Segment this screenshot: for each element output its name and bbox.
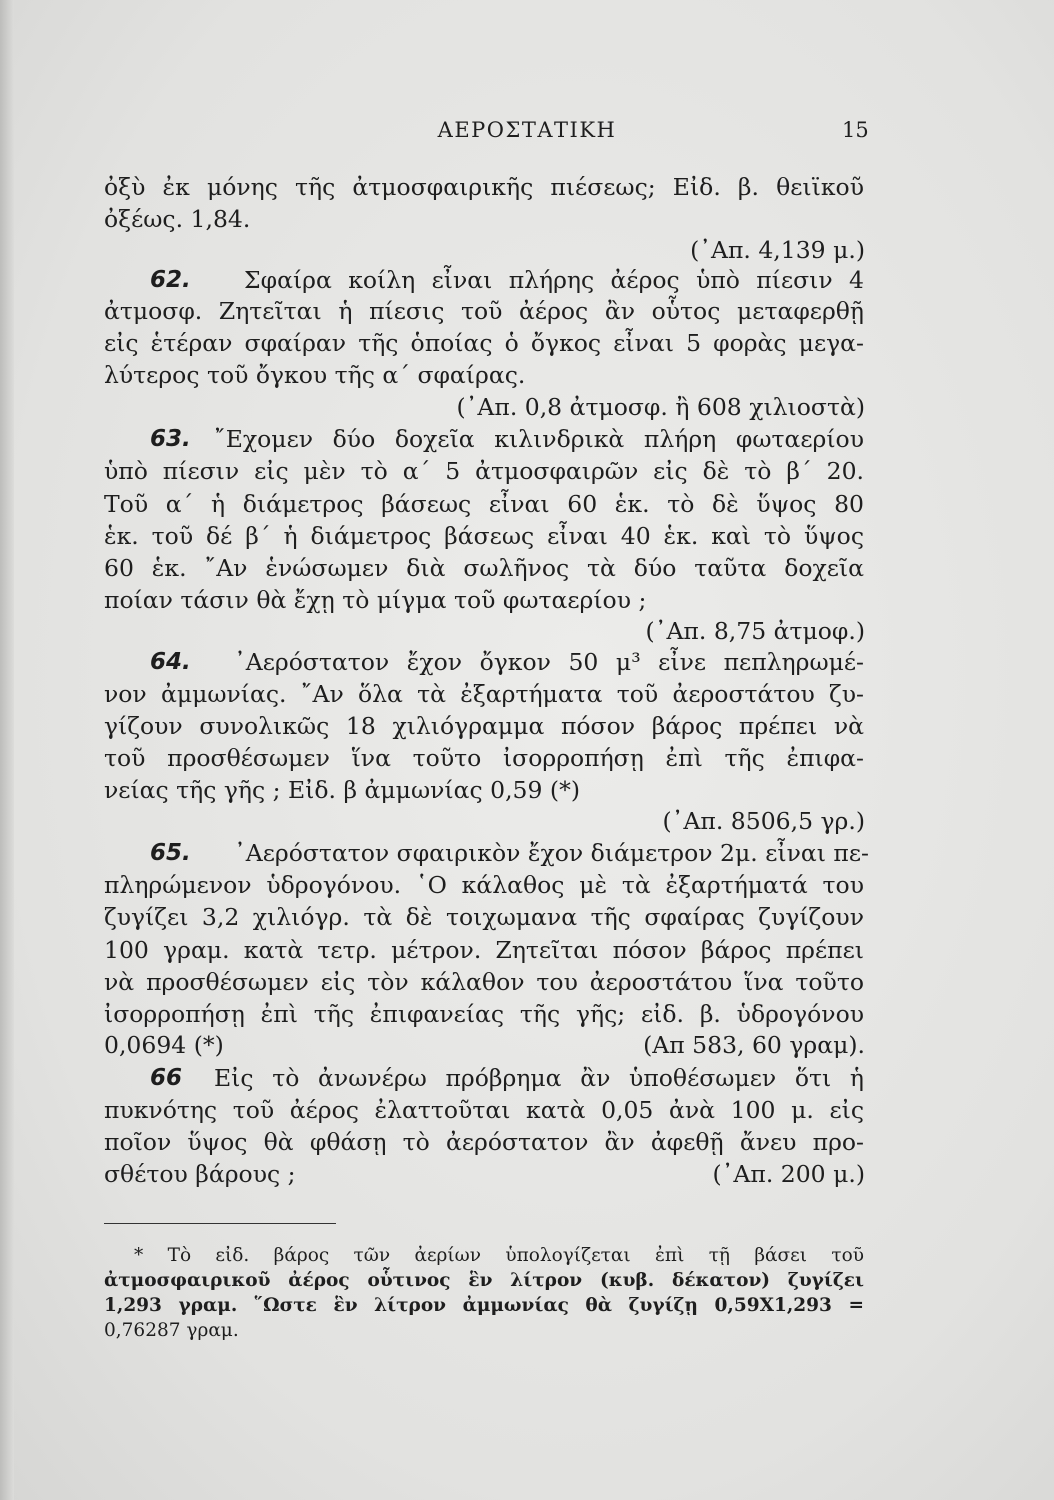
text-line: ᾿Αερόστατον ἔχον ὄγκον 50 μ³ εἶνε πεπληρωμέ- <box>234 648 864 676</box>
text-line: ἰσορροπήσῃ ἐπὶ τῆς ἐπιφανείας τῆς γῆς; εἰδ. β. ὑδρογόνου <box>104 1000 864 1028</box>
text-line: ποῖον ὕψος θὰ φθάσῃ τὸ ἀερόστατον ἂν ἀφεθῇ ἄνευ προ- <box>104 1128 864 1156</box>
problem-number-63: 63. <box>150 426 191 452</box>
text-line: τοῦ προσθέσωμεν ἵνα τοῦτο ἰσορροπήσῃ ἐπὶ τῆς ἐπιφα- <box>104 744 864 772</box>
text-line: πληρώμενον ὑδρογόνου. ῾Ο κάλαθος μὲ τὰ ἐξαρτήματά του <box>104 871 864 899</box>
answer-62b: (᾿Απ. 0,8 ἀτμοσφ. ἢ 608 χιλιοστὰ) <box>456 393 865 421</box>
answer-62: (᾿Απ. 4,139 μ.) <box>690 236 865 264</box>
footnote-line: ἀτμοσφαιρικοῦ ἀέρος οὗτινος ἓν λίτρον (κυβ. δέκατον) ζυγίζει <box>104 1270 864 1291</box>
footnote-line: 1,293 γραμ. ῞Ωστε ἓν λίτρον ἀμμωνίας θὰ ζυγίζῃ 0,59X1,293 = <box>104 1295 864 1316</box>
problem-number-64: 64. <box>150 649 191 675</box>
problem-number-65: 65. <box>150 840 191 866</box>
footnote-line: 0,76287 γραμ. <box>104 1320 239 1341</box>
answer-63: (᾿Απ. 8,75 ἀτμοφ.) <box>645 617 865 645</box>
text-line: Εἰς τὸ ἀνωνέρω πρόβρημα ἂν ὑποθέσωμεν ὅτι ἡ <box>214 1064 864 1092</box>
running-header-title: ΑΕΡΟΣΤΑΤΙΚΗ <box>437 118 617 142</box>
answer-65: (Απ 583, 60 γραμ). <box>643 1031 865 1059</box>
problem-number-66: 66 <box>150 1065 183 1091</box>
text-line: 100 γραμ. κατὰ τετρ. μέτρον. Ζητεῖται πόσον βάρος πρέπει <box>104 936 864 964</box>
text-line: νὰ προσθέσωμεν εἰς τὸν κάλαθον του ἀεροστάτου ἵνα τοῦτο <box>104 968 864 996</box>
text-line: λύτερος τοῦ ὄγκου τῆς α΄ σφαίρας. <box>104 361 526 389</box>
text-line: γίζουν συνολικῶς 18 χιλιόγραμμα πόσον βάρος πρέπει νὰ <box>104 712 864 740</box>
page-binding-edge <box>0 0 14 1500</box>
answer-66: (᾿Απ. 200 μ.) <box>712 1160 865 1188</box>
page-number: 15 <box>842 118 869 142</box>
text-line: ποίαν τάσιν θὰ ἔχῃ τὸ μίγμα τοῦ φωταερίου ; <box>104 586 647 614</box>
text-line: 60 ἑκ. ῎Αν ἑνώσωμεν διὰ σωλῆνος τὰ δύο ταῦτα δοχεῖα <box>104 554 864 582</box>
text-line: ζυγίζει 3,2 χιλιόγρ. τὰ δὲ τοιχωμανα τῆς σφαίρας ζυγίζουν <box>104 903 864 931</box>
text-line: νείας τῆς γῆς ; Εἰδ. β ἀμμωνίας 0,59 (*) <box>104 776 581 804</box>
text-line: Σφαίρα κοίλη εἶναι πλήρης ἀέρος ὑπὸ πίεσιν 4 <box>244 266 864 294</box>
text-line: ἀτμοσφ. Ζητεῖται ἡ πίεσις τοῦ ἀέρος ἂν οὗτος μεταφερθῇ <box>104 297 864 325</box>
footnote-rule <box>104 1223 336 1224</box>
text-line: Τοῦ α΄ ἡ διάμετρος βάσεως εἶναι 60 ἑκ. τὸ δὲ ὕψος 80 <box>104 490 864 518</box>
text-line: ἑκ. τοῦ δέ β΄ ἡ διάμετρος βάσεως εἶναι 40 ἑκ. καὶ τὸ ὕψος <box>104 522 864 550</box>
text-line: νον ἀμμωνίας. ῎Αν ὅλα τὰ ἐξαρτήματα τοῦ ἀεροστάτου ζυ- <box>104 680 864 708</box>
text-line: ῎Εχομεν δύο δοχεῖα κιλινδρικὰ πλήρη φωταερίου <box>214 425 864 453</box>
problem-number-62: 62. <box>150 267 191 293</box>
text-line: εἰς ἑτέραν σφαίραν τῆς ὁποίας ὁ ὄγκος εἶναι 5 φορὰς μεγα- <box>104 329 864 357</box>
answer-64: (᾿Απ. 8506,5 γρ.) <box>662 807 865 835</box>
text-line: ὑπὸ πίεσιν εἰς μὲν τὸ α΄ 5 ἀτμοσφαιρῶν εἰς δὲ τὸ β΄ 20. <box>104 457 864 485</box>
text-line: ὀξέως. 1,84. <box>104 205 251 233</box>
text-line: ὀξὺ ἐκ μόνης τῆς ἀτμοσφαιρικῆς πιέσεως; Εἰδ. β. θειϊκοῦ <box>104 173 864 201</box>
text-line: σθέτου βάρους ; <box>104 1160 296 1188</box>
footnote-line: * Τὸ εἰδ. βάρος τῶν ἀερίων ὑπολογίζεται ἐπὶ τῇ βάσει τοῦ <box>134 1245 864 1266</box>
text-line: ᾿Αερόστατον σφαιρικὸν ἔχον διάμετρον 2μ. εἶναι πε- <box>234 839 869 867</box>
text-line: πυκνότης τοῦ ἀέρος ἐλαττοῦται κατὰ 0,05 ἀνὰ 100 μ. εἰς <box>104 1096 864 1124</box>
text-line: 0,0694 (*) <box>104 1031 224 1059</box>
